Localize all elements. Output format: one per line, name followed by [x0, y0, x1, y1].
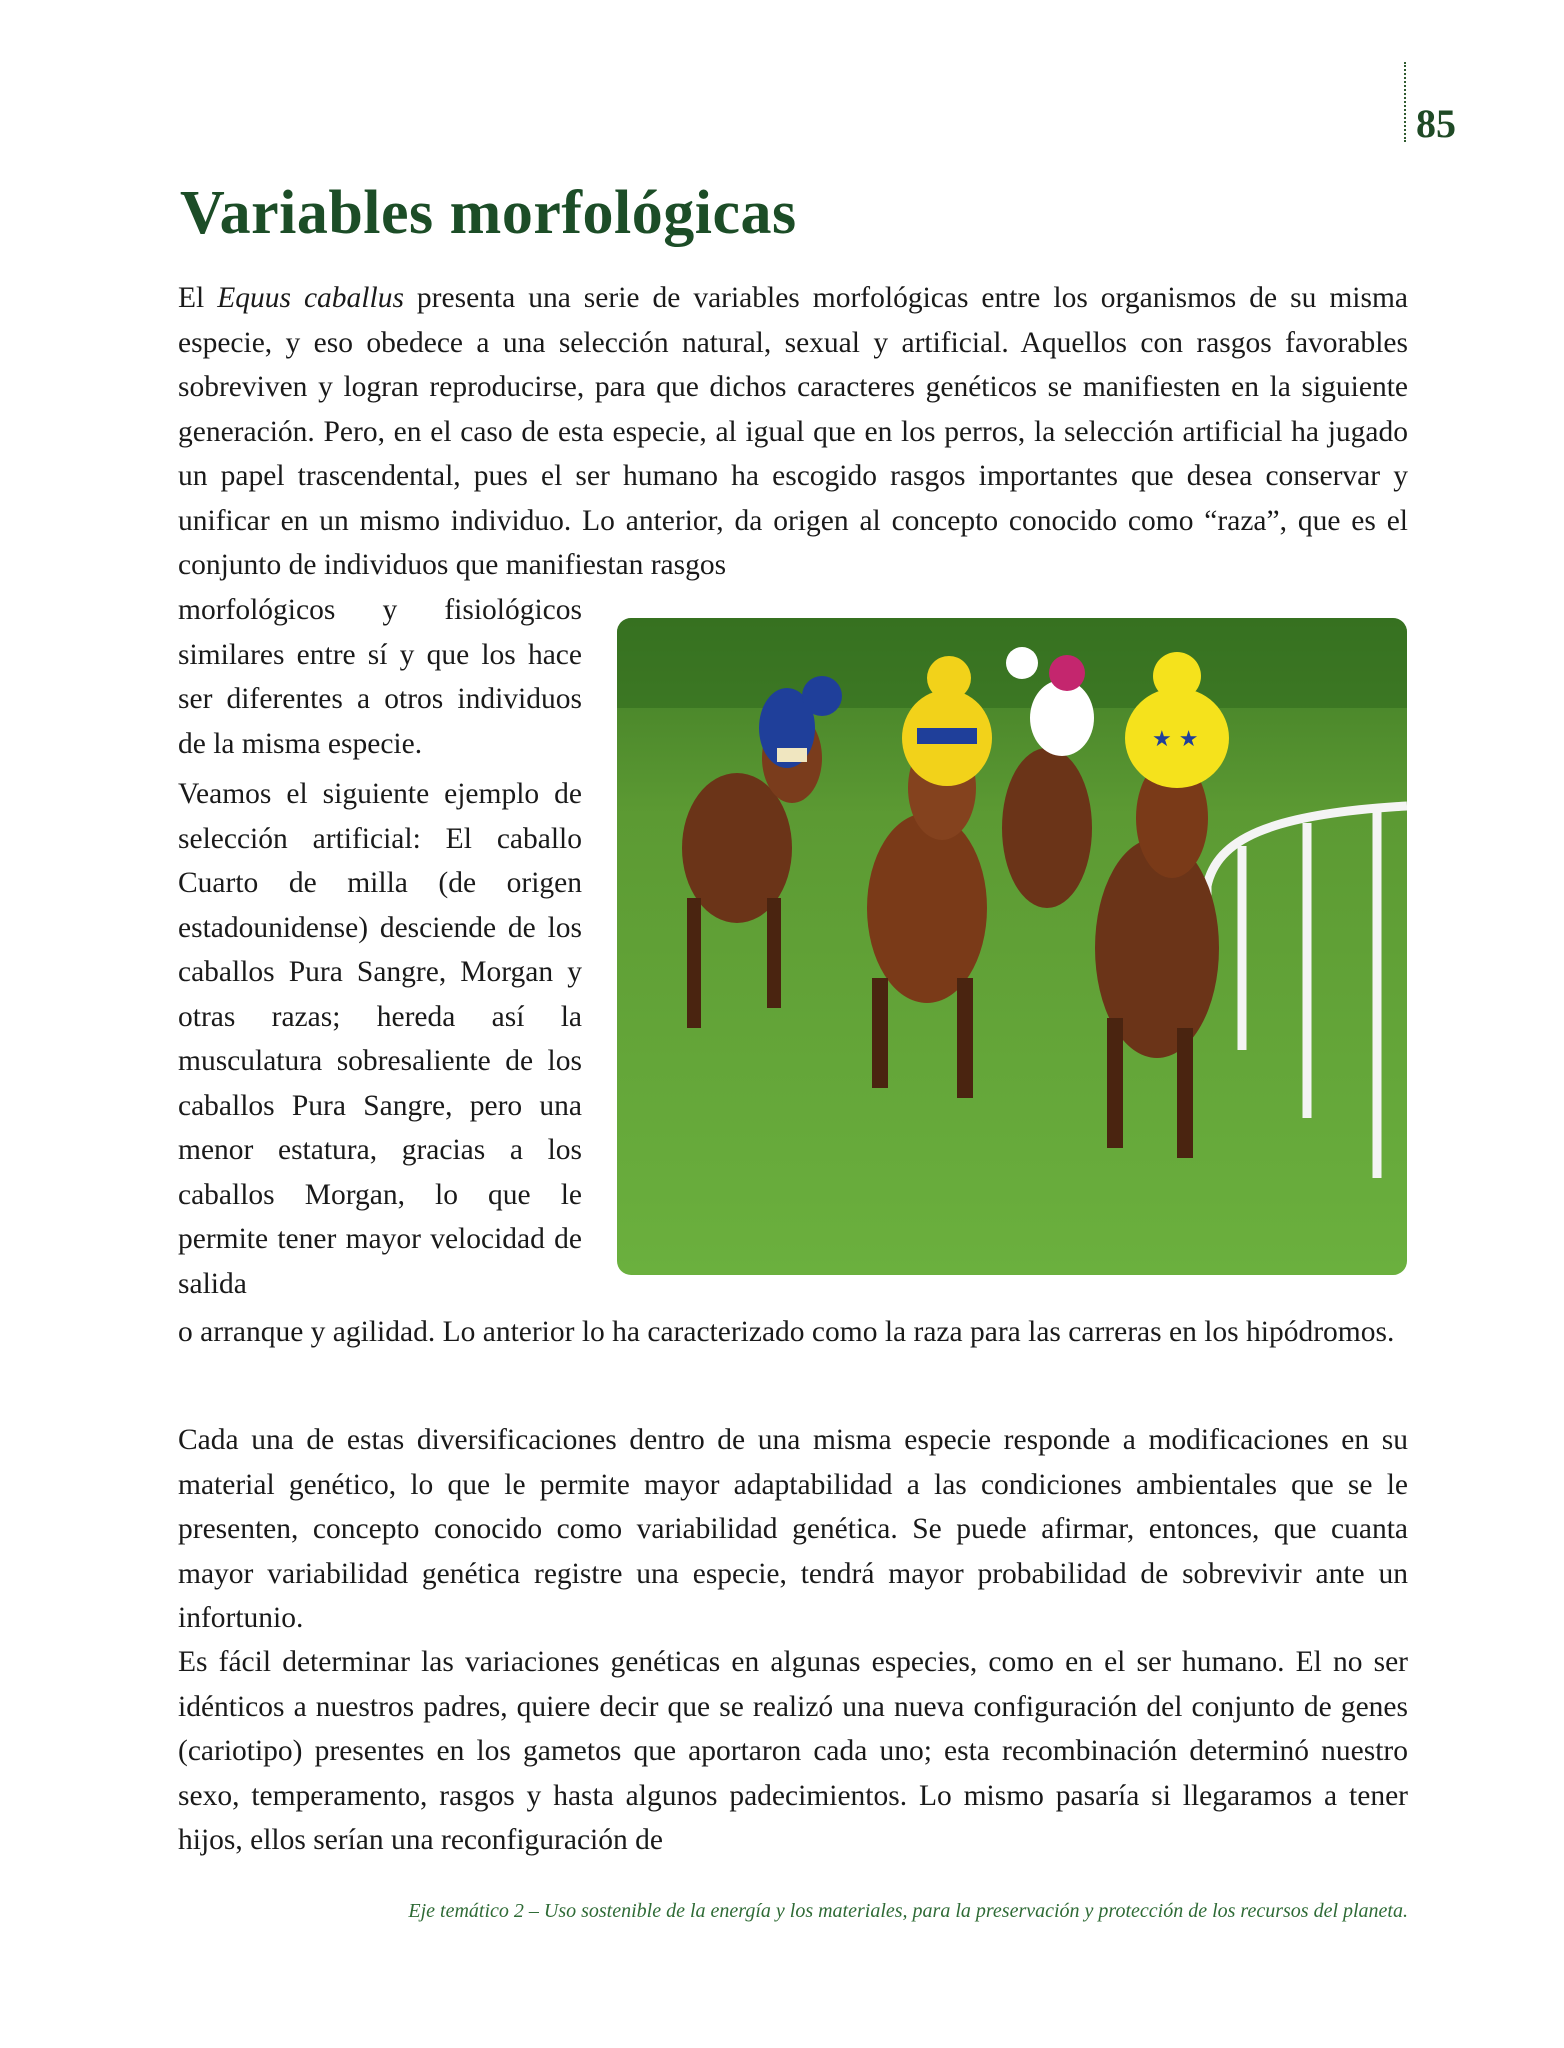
page-number-divider — [1404, 62, 1406, 142]
footer-caption: Eje temático 2 – Uso sostenible de la energía y los materiales, para la preservación y protección de los recursos del planeta. — [408, 1900, 1408, 1922]
human-variation-paragraph: Es fácil determinar las variaciones genéticas en algunas especies, como en el ser humano. El no ser idénticos a nuestros padres, quiere decir que se realizó una nueva configuración del conjunto de genes (cariotipo) presentes en los gametos que aportaron cada uno; esta recombinación determinó nuestro sexo, temperamento, rasgos y hasta algunos padecimientos. Lo mismo pasaría si llegaramos a tener hijos, ellos serían una reconfiguración de — [178, 1646, 1408, 1856]
page-number: 85 — [1416, 101, 1456, 146]
svg-text:★ ★: ★ ★ — [1152, 727, 1199, 752]
page-title: Variables morfológicas — [180, 179, 797, 247]
grass-background — [617, 618, 1407, 1275]
intro-paragraph — [178, 276, 1408, 588]
wrap-paragraph-2-tail: o arranque y agilidad. Lo anterior lo ha caracterizado como la raza para las carreras en los hipódromos. — [178, 1316, 1395, 1348]
horse-race-illustration — [617, 618, 1407, 1275]
species-name: Equus caballus — [217, 282, 404, 314]
horse-race-photo — [617, 618, 1407, 1275]
genetic-variability-paragraph: Cada una de estas diversificaciones dentro de una misma especie responde a modificaciones en su material genético, lo que le permite mayor adaptabilidad a las condiciones ambientales que se le presenten, concepto conocido como variabilidad genética. Se puede afirmar, entonces, que cuanta mayor variabilidad genética registre una especie, tendrá mayor probabilidad de sobrevivir ante un infortunio. — [178, 1424, 1408, 1634]
intro-text: presenta una serie de variables morfológicas entre los organismos de su misma especie, y eso obedece a una selección natural, sexual y artificial. Aquellos con rasgos favorables sobreviven y logran reproducirse, para que dichos caracteres genéticos se manifiesten en la siguiente generación. Pero, en el caso de esta especie, al igual que en los perros, la selección artificial ha jugado un papel trascendental, pues el ser humano ha escogido rasgos importantes que desea conservar y unificar en un mismo individuo. Lo anterior, da origen al concepto conocido como “raza”, que es el conjunto de individuos que manifiestan rasgos — [178, 282, 1409, 581]
wrap-paragraph-1: morfológicos y fisiológicos similares entre sí y que los hace ser diferentes a otros individuos de la misma especie. — [178, 594, 582, 760]
intro-lead: El — [178, 282, 218, 314]
wrap-paragraph-2: Veamos el siguiente ejemplo de selección artificial: El caballo Cuarto de milla (de origen estadounidense) desciende de los caballos Pura Sangre, Morgan y otras razas; hereda así la musculatura sobresaliente de los caballos Pura Sangre, pero una menor estatura, gracias a los caballos Morgan, lo que le permite tener mayor velocidad de salida — [178, 778, 582, 1300]
